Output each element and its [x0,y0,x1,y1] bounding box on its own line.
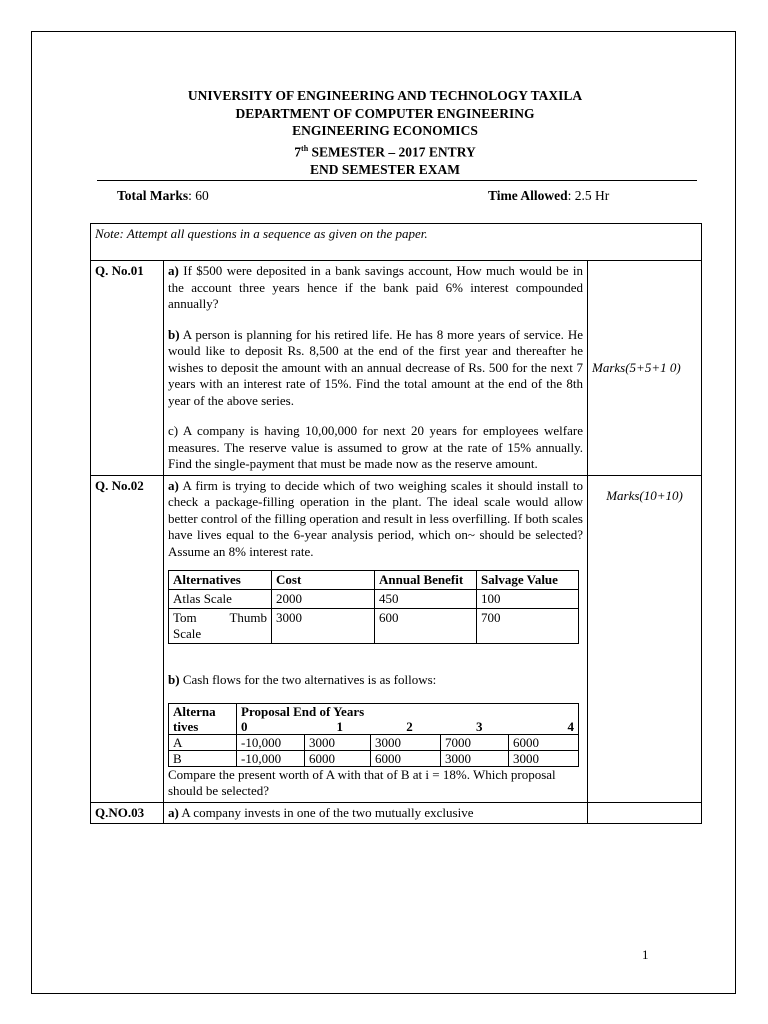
q3-marks [588,802,702,824]
q2-marks: Marks(10+10) [588,475,702,802]
table-header: Cost [272,571,375,590]
total-marks: Total Marks: 60 [117,188,209,203]
question-number: Q. No.02 [91,475,164,802]
questions-table [90,223,702,824]
table-row: B -10,000 6000 6000 3000 3000 [169,750,579,766]
exam-header [60,87,710,178]
cash-flow-table [168,703,579,767]
university-name: UNIVERSITY OF ENGINEERING AND TECHNOLOGY TAXILA [187,88,583,103]
scales-table [168,570,579,644]
header-divider [97,180,697,181]
instructions-note: Note: Attempt all questions in a sequence as given on the paper. [91,224,702,261]
department-name: DEPARTMENT OF COMPUTER ENGINEERING [235,105,535,121]
table-header: Alterna tives [169,703,237,734]
question-row-2 [91,475,702,802]
table-header: Alternatives [169,571,272,590]
proposal-header: Proposal End of Years 0 1 2 3 4 [237,703,579,734]
question-row-3 [91,802,702,824]
table-row: Atlas Scale 2000 450 100 [169,590,579,609]
table-header: Annual Benefit [375,571,477,590]
course-name: ENGINEERING ECONOMICS [292,123,478,138]
q1-marks: Marks(5+5+1 0) [588,261,702,476]
question-body [164,261,588,476]
q2-part-b: b) Cash flows for the two alternatives is as follows: [168,672,437,687]
table-row: Tom Thumb Scale 3000 600 700 [169,609,579,644]
exam-title: END SEMESTER EXAM [309,161,461,177]
page-number: 1 [642,947,649,962]
question-body [164,475,588,802]
question-number: Q. No.01 [91,261,164,476]
q1-part-a: a) If $500 were deposited in a bank savings account, How much would be in the account three years hence if the bank paid 6% interest compounded annually? [168,263,583,311]
question-row-1 [91,261,702,476]
q1-part-c: c) A company is having 10,00,000 for next 20 years for employees welfare measures. The reserve value is assumed to grow at the rate of 15% annually. Find the single-payment that must be made now as the reserve amount. [168,423,583,471]
question-body: a) A company invests in one of the two mutually exclusive [164,802,588,824]
time-allowed: Time Allowed: 2.5 Hr [488,188,610,203]
q2-compare-text: Compare the present worth of A with that of B at i = 18%. Which proposal should be selected? [168,766,556,798]
table-row: A -10,000 3000 3000 7000 6000 [169,734,579,750]
q1-part-b: b) A person is planning for his retired life. He has 8 more years of service. He would like to deposit Rs. 8,500 at the end of the first year and thereafter he wishes to deposit the amount with an annual decrease of Rs. 500 for the next 7 years with an interest rate of 15%. Find the total amount at the end of the 8th year of the above series. [168,326,583,408]
q2-part-a: a) A firm is trying to decide which of two weighing scales it should install to check a package-filling operation in the plant. The ideal scale would allow better control of the filling operation and result in less overfilling. If both scales have lives equal to the 6-year analysis period, which on~ should be selected? Assume an 8% interest rate. [168,477,583,559]
question-number: Q.NO.03 [91,802,164,824]
table-header: Salvage Value [477,571,579,590]
semester-line: 7th SEMESTER – 2017 ENTRY [294,143,476,159]
